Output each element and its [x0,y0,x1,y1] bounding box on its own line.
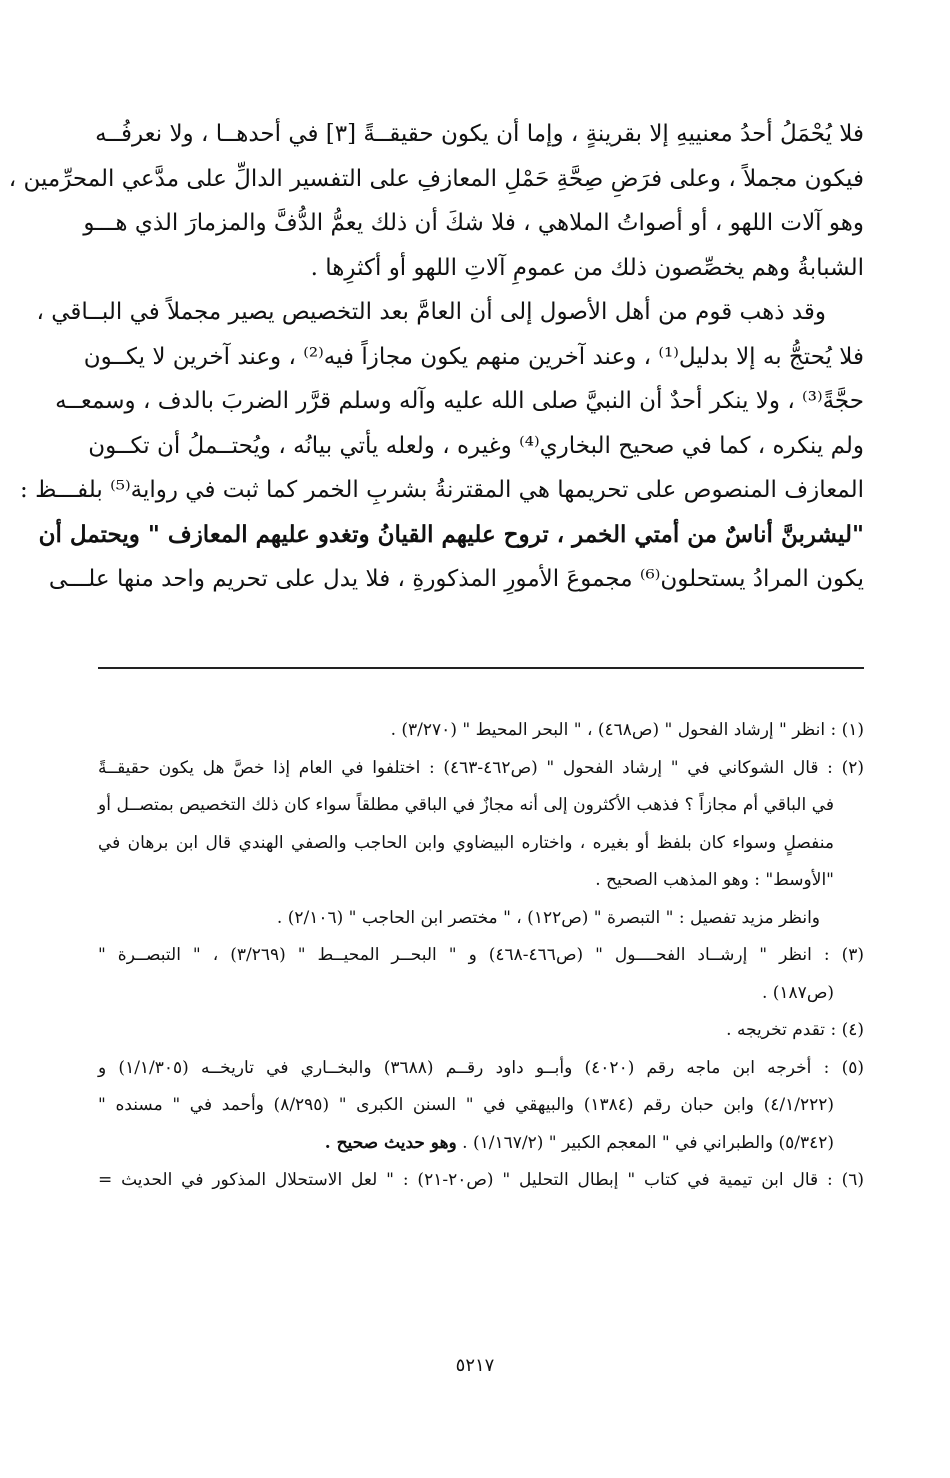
footnotes [98,712,864,1200]
body-line: وقد ذهب قوم من أهل الأصول إلى أن العامَّ بعد التخصيص يصير مجملاً في البــاقي ، [36,299,826,325]
footnote-line: (٢) : قال الشوكاني في " إرشاد الفحول " (ص٤٦٢-٤٦٣) : اختلفوا في العام إذا خصَّ هل يكون حقيقــةً [98,757,864,778]
main-text [8,112,864,602]
body-line: المعازف المنصوص على تحريمها هي المقترنةُ بشربِ الخمر كما ثبت في رواية⁽⁵⁾ بلفـــظ : [20,477,864,503]
footnote-line: "الأوسط" : وهو المذهب الصحيح . [595,870,834,890]
footnote-line: وانظر مزيد تفصيل : " التبصرة " (ص١٢٢) ، " مختصر ابن الحاجب " (٢/١٠٦) . [276,907,820,928]
footnote-line: (٥) : أخرجه ابن ماجه رقم (٤٠٢٠) وأبــو داود رقــم (٣٦٨٨) والبخــاري في تاريخــه (١/١/٣٠٥) و [98,1057,864,1078]
footnote-line: (٣) : انظر " إرشــاد الفحــــول " (ص٤٦٦-٤٦٨) و " البحــر المحيــط " (٣/٢٦٩) ، " التبصــرة " [98,945,864,965]
hadith-grading: وهو حديث صحيح . [324,1132,457,1153]
footnote-citation: (٥/٣٤٢) والطبراني في " المعجم الكبير " (١/١٦٧/٢) . [462,1132,834,1153]
footnote-line: (٤/١/٢٢٢) وابن حبان رقم (١٣٨٤) والبيهقي في " السنن الكبرى " (٨/٢٩٥) وأحمد في " مسنده " [98,1095,834,1115]
body-line: وهو آلات اللهو ، أو أصواتُ الملاهي ، فلا شكَ أن ذلك يعمُّ الدُّفَّ والمزمارَ الذي هـــو [83,210,864,236]
footnote-line: منفصلٍ وسواء كان بلفظ أو بغيره ، واختاره البيضاوي وابن الحاجب والصفي الهندي قال ابن برهان في [98,832,834,853]
body-line: ولم ينكره ، كما في صحيح البخاري⁽⁴⁾ وغيره ، ولعله يأتي بيانُه ، ويُحتــملُ أن تكــون [88,432,864,459]
body-line: فلا يُحتجُّ به إلا بدليل⁽¹⁾ ، وعند آخرين منهم يكون مجازاً فيه⁽²⁾ ، وعند آخرين لا يكــون [83,343,864,370]
page-number: ٥٢١٧ [455,1355,495,1376]
body-line: حجَّةً⁽³⁾ ، ولا ينكر أحدٌ أن النبيَّ صلى الله عليه وآله وسلم قرَّر الضربَ بالدف ، وسمعــه [55,388,864,414]
footnote-line-with-grading [98,1125,864,1163]
footnote-line: (١) : انظر " إرشاد الفحول " (ص٤٦٨) ، " البحر المحيط " (٣/٢٧٠) . [390,720,864,740]
body-line: فلا يُحْمَلُ أحدُ معنييهِ إلا بقرينةٍ ، وإما أن يكون حقيقــةً [٣] في أحدهــا ، ولا نعرفُــه [95,121,864,147]
footnote-line: في الباقي أم مجازاً ؟ فذهب الأكثرون إلى أنه مجازٌ في الباقي مطلقاً سواء كان ذلك التخصيص بمتصــل أو [98,795,834,815]
footnote-separator [98,667,864,669]
hadith-quote-line: "ليشربنَّ أناسٌ من أمتي الخمر ، تروح عليهم القيانُ وتغدو عليهم المعازف " ويحتمل أن [38,520,864,548]
body-line: فيكون مجملاً ، وعلى فرَضِ صِحَّةِ حَمْلِ المعازفِ على التفسير الدالِّ على مدَّعي المحرِّمين ، [8,165,864,192]
body-line: يكون المرادُ يستحلون⁽⁶⁾ مجموعَ الأمورِ المذكورةِ ، فلا يدل على تحريم واحد منها علـــى [48,566,864,592]
footnote-line: (ص١٨٧) . [761,982,834,1003]
body-line: الشبابةُ وهم يخصِّصون ذلك من عمومِ آلاتِ اللهو أو أكثرِها . [310,254,864,281]
footnote-line: (٤) : تقدم تخريجه . [726,1020,864,1040]
footnote-line: (٦) : قال ابن تيمية في كتاب " إبطال التحليل " (ص٢٠-٢١) : " لعل الاستحلال المذكور في الحديث = [98,1170,864,1190]
body-paragraphs [8,112,864,602]
